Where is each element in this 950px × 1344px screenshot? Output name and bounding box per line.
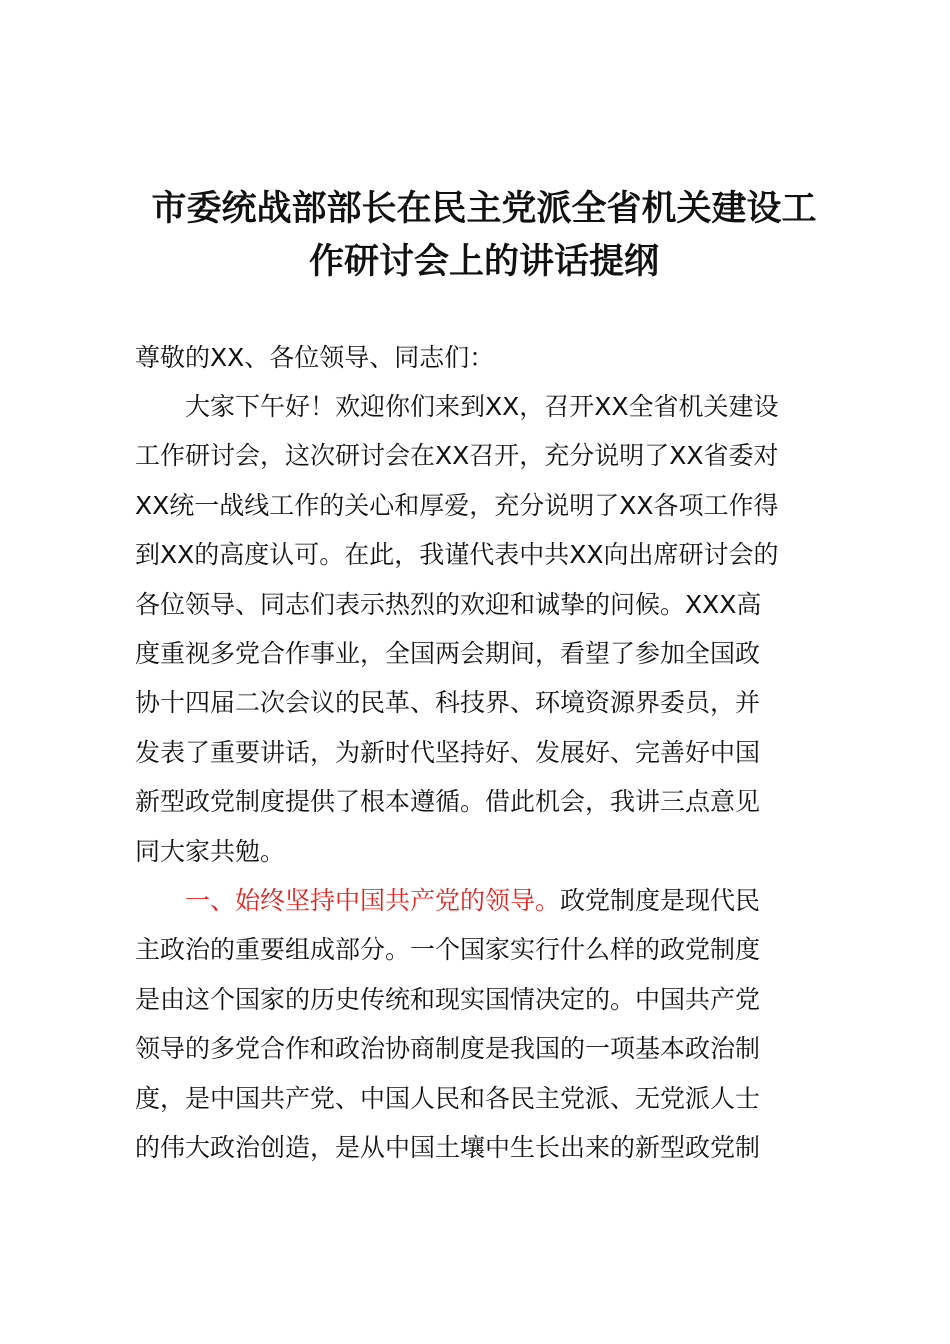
paragraph-line: 发表了重要讲话，为新时代坚持好、发展好、完善好中国 — [135, 737, 761, 767]
title-line: 作研讨会上的讲话提纲 — [308, 242, 659, 282]
paragraph-line: 各位领导、同志们表示热烈的欢迎和诚挚的问候。XXX高 — [135, 589, 762, 619]
paragraph-section-one — [135, 876, 865, 1172]
section-heading-continuation: 政党制度是现代民 — [560, 886, 761, 915]
paragraph-line: 同大家共勉。 — [135, 836, 286, 866]
paragraph-line: 大家下午好！欢迎你们来到XX，召开XX全省机关建设 — [185, 392, 779, 421]
paragraph-line: 到XX的高度认可。在此，我谨代表中共XX向出席研讨会的 — [135, 540, 779, 570]
section-heading: 一、始终坚持中国共产党的领导。 — [185, 886, 561, 915]
document-title — [110, 183, 858, 289]
paragraph-line: 主政治的重要组成部分。一个国家实行什么样的政党制度 — [135, 935, 761, 965]
paragraph-welcome — [135, 382, 865, 876]
paragraph-first-line — [135, 876, 865, 925]
title-line: 市委统战部部长在民主党派全省机关建设工 — [151, 189, 817, 229]
paragraph-line: 度，是中国共产党、中国人民和各民主党派、无党派人士 — [135, 1083, 761, 1113]
salutation-text: 尊敬的XX、各位领导、同志们： — [135, 343, 495, 372]
paragraph-line: 领导的多党合作和政治协商制度是我国的一项基本政治制 — [135, 1034, 761, 1064]
paragraph-line: 的伟大政治创造，是从中国土壤中生长出来的新型政党制 — [135, 1132, 761, 1162]
paragraph-line: 新型政党制度提供了根本遵循。借此机会，我讲三点意见 — [135, 787, 761, 817]
paragraph-line: XX统一战线工作的关心和厚爱，充分说明了XX各项工作得 — [135, 490, 779, 520]
paragraph-line: 是由这个国家的历史传统和现实国情决定的。中国共产党 — [135, 984, 761, 1014]
paragraph-line: 协十四届二次会议的民革、科技界、环境资源界委员，并 — [135, 688, 761, 718]
paragraph-line: 度重视多党合作事业，全国两会期间，看望了参加全国政 — [135, 638, 761, 668]
paragraph-line: 工作研讨会，这次研讨会在XX召开，充分说明了XX省委对 — [135, 441, 779, 471]
salutation — [135, 333, 865, 382]
